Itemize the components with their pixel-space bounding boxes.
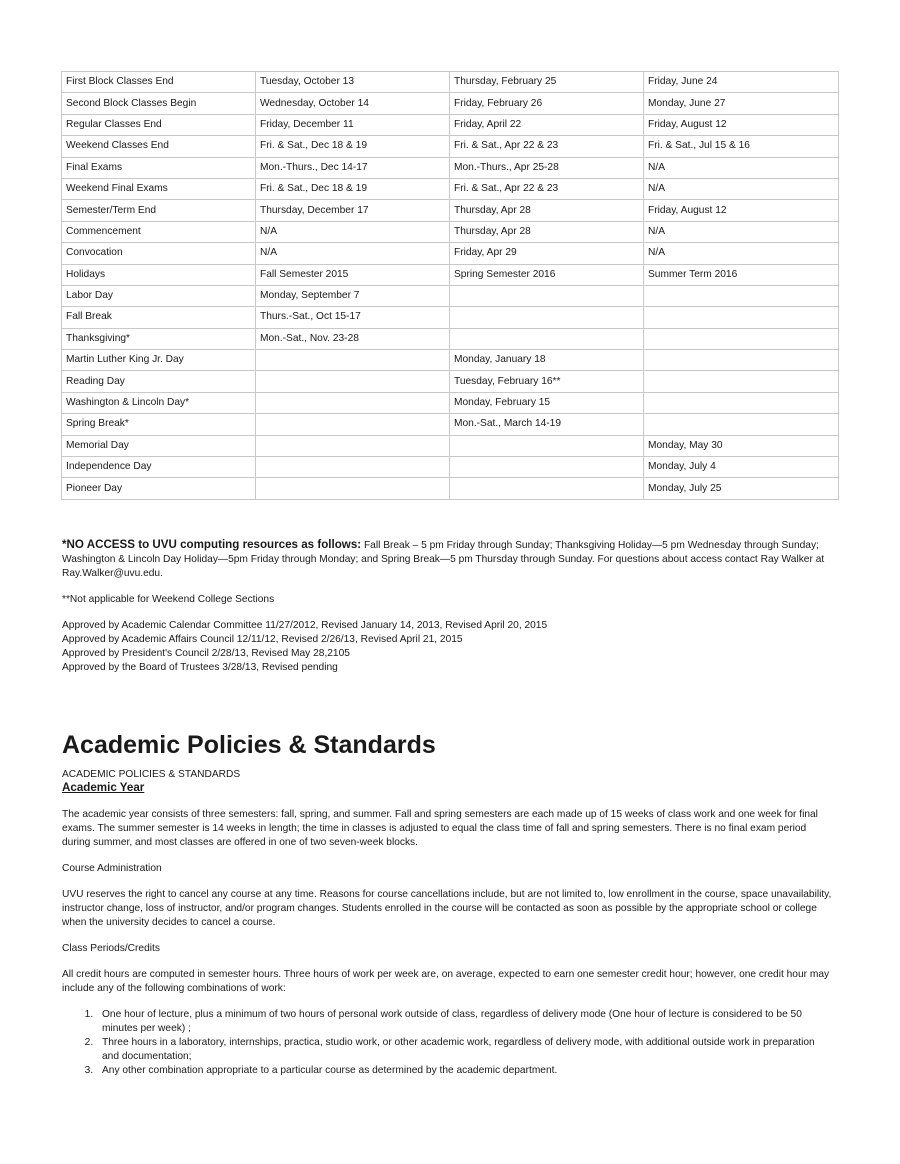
table-cell (644, 328, 839, 349)
table-cell: Final Exams (62, 157, 256, 178)
table-cell: Spring Semester 2016 (450, 264, 644, 285)
list-item: 3. Any other combination appropriate to a particular course as determined by the academic department. (96, 1064, 832, 1078)
table-cell (450, 435, 644, 456)
table-cell: Friday, April 22 (450, 114, 644, 135)
table-cell: Monday, July 4 (644, 457, 839, 478)
table-cell: Holidays (62, 264, 256, 285)
table-cell: Commencement (62, 221, 256, 242)
table-cell: Fri. & Sat., Jul 15 & 16 (644, 136, 839, 157)
table-cell: Weekend Final Exams (62, 178, 256, 199)
table-cell: Pioneer Day (62, 478, 256, 499)
table-cell (450, 285, 644, 306)
table-cell: Fri. & Sat., Apr 22 & 23 (450, 178, 644, 199)
table-cell: N/A (644, 157, 839, 178)
table-cell: Martin Luther King Jr. Day (62, 350, 256, 371)
calendar-notes (62, 538, 832, 675)
table-cell: Thursday, Apr 28 (450, 221, 644, 242)
caps-label: ACADEMIC POLICIES & STANDARDS (62, 769, 241, 780)
weekend-note: **Not applicable for Weekend College Sections (62, 594, 275, 605)
table-cell (644, 285, 839, 306)
table-cell: Mon.-Thurs., Apr 25-28 (450, 157, 644, 178)
table-cell (256, 435, 450, 456)
table-cell: Friday, Apr 29 (450, 243, 644, 264)
table-cell: Monday, July 25 (644, 478, 839, 499)
approval-line: Approved by the Board of Trustees 3/28/13, Revised pending (62, 662, 338, 673)
table-row (62, 136, 839, 157)
table-cell (256, 350, 450, 371)
table-cell: Semester/Term End (62, 200, 256, 221)
table-cell: Independence Day (62, 457, 256, 478)
table-row (62, 221, 839, 242)
table-cell (644, 392, 839, 413)
class-periods-heading: Class Periods/Credits (62, 943, 160, 954)
table-row (62, 157, 839, 178)
table-row (62, 264, 839, 285)
table-cell: Thanksgiving* (62, 328, 256, 349)
table-cell (256, 457, 450, 478)
table-row (62, 93, 839, 114)
table-cell: Monday, February 15 (450, 392, 644, 413)
table-cell: Wednesday, October 14 (256, 93, 450, 114)
table-cell: Mon.-Sat., March 14-19 (450, 414, 644, 435)
table-cell: N/A (256, 243, 450, 264)
approval-line: Approved by Academic Affairs Council 12/11/12, Revised 2/26/13, Revised April 21, 2015 (62, 634, 463, 645)
table-cell: Reading Day (62, 371, 256, 392)
table-row (62, 478, 839, 499)
table-cell (450, 328, 644, 349)
table-cell: Monday, June 27 (644, 93, 839, 114)
table-cell: Thurs.-Sat., Oct 15-17 (256, 307, 450, 328)
table-cell: Tuesday, February 16** (450, 371, 644, 392)
table-cell: First Block Classes End (62, 72, 256, 93)
table-row (62, 178, 839, 199)
table-cell: Weekend Classes End (62, 136, 256, 157)
table-row (62, 114, 839, 135)
table-row (62, 371, 839, 392)
list-item: 1. One hour of lecture, plus a minimum of two hours of personal work outside of class, regardless of delivery mode (One hour of lecture is considered to be 50 minutes per week) ; (96, 1008, 832, 1036)
table-cell (644, 371, 839, 392)
no-access-label: *NO ACCESS to UVU computing resources as follows: (62, 538, 362, 551)
table-cell (450, 457, 644, 478)
table-row (62, 285, 839, 306)
table-cell (644, 307, 839, 328)
class-periods-paragraph: All credit hours are computed in semester hours. Three hours of work per week are, on average, expected to earn one semester credit hour; however, one credit hour may include any of the following combinations of work: (62, 969, 830, 994)
table-cell: Memorial Day (62, 435, 256, 456)
course-administration-heading: Course Administration (62, 863, 162, 874)
table-cell (644, 350, 839, 371)
table-cell: Regular Classes End (62, 114, 256, 135)
no-access-note (62, 538, 832, 581)
table-cell: Monday, January 18 (450, 350, 644, 371)
academic-year-heading: Academic Year (62, 781, 145, 794)
table-cell: Convocation (62, 243, 256, 264)
table-cell (256, 478, 450, 499)
table-cell: Spring Break* (62, 414, 256, 435)
table-cell: Mon.-Sat., Nov. 23-28 (256, 328, 450, 349)
table-cell: N/A (644, 178, 839, 199)
table-cell: Second Block Classes Begin (62, 93, 256, 114)
table-cell: Fri. & Sat., Dec 18 & 19 (256, 136, 450, 157)
table-cell: Thursday, December 17 (256, 200, 450, 221)
table-row (62, 307, 839, 328)
table-cell (256, 392, 450, 413)
table-row (62, 457, 839, 478)
table-cell: Mon.-Thurs., Dec 14-17 (256, 157, 450, 178)
table-cell (450, 307, 644, 328)
table-cell: Monday, September 7 (256, 285, 450, 306)
approval-line: Approved by Academic Calendar Committee 11/27/2012, Revised January 14, 2013, Revised April 20, 2015 (62, 620, 548, 631)
table-row (62, 72, 839, 93)
table-cell: Friday, August 12 (644, 200, 839, 221)
table-cell: Washington & Lincoln Day* (62, 392, 256, 413)
table-cell: Friday, August 12 (644, 114, 839, 135)
table-row (62, 200, 839, 221)
calendar-table-body (62, 72, 839, 500)
table-cell: Summer Term 2016 (644, 264, 839, 285)
table-cell (256, 414, 450, 435)
table-cell: Fri. & Sat., Apr 22 & 23 (450, 136, 644, 157)
list-item: 2. Three hours in a laboratory, internships, practica, studio work, or other academic work, regardless of delivery mode, with additional outside work in preparation and documentation; (96, 1036, 832, 1064)
course-administration-paragraph: UVU reserves the right to cancel any course at any time. Reasons for course cancellations include, but are not limited to, low enrollment in the course, space unavailability, instructor change, loss of instructor, and/or program changes. Students enrolled in the course will be contacted as soon as possible by the appropriate school or college when the university decides to cancel a course. (62, 889, 832, 928)
table-row (62, 414, 839, 435)
table-row (62, 243, 839, 264)
table-cell: Thursday, February 25 (450, 72, 644, 93)
table-cell: Labor Day (62, 285, 256, 306)
academic-policies-section (62, 728, 832, 1078)
academic-calendar-table (61, 71, 839, 500)
table-row (62, 435, 839, 456)
table-cell: N/A (256, 221, 450, 242)
table-cell: N/A (644, 243, 839, 264)
table-cell (256, 371, 450, 392)
table-cell: Fri. & Sat., Dec 18 & 19 (256, 178, 450, 199)
table-cell: Tuesday, October 13 (256, 72, 450, 93)
table-row (62, 350, 839, 371)
table-cell: Fall Semester 2015 (256, 264, 450, 285)
academic-year-paragraph: The academic year consists of three semesters: fall, spring, and summer. Fall and spring semesters are each made up of 15 weeks of class work and one week for final exams. The summer semester is 14 weeks in length; the time in classes is adjusted to equal the class time of fall and spring semesters. There is no final exam period during summer, and most classes are offered in one of two seven-week blocks. (62, 809, 818, 848)
table-cell: N/A (644, 221, 839, 242)
credit-combination-list (62, 1008, 832, 1078)
section-title: Academic Policies & Standards (62, 731, 436, 759)
table-cell: Friday, February 26 (450, 93, 644, 114)
table-cell (450, 478, 644, 499)
no-access-text: Fall Break – 5 pm Friday through Sunday; Thanksgiving Holiday—5 pm Wednesday through Sunday; Washington & Lincoln Day Holiday—5pm Friday through Monday; and Spring Break—5 pm Thursday through Sunday. For questions about access contact Ray Walker at Ray.Walker@uvu.edu. (62, 540, 825, 579)
table-row (62, 392, 839, 413)
table-cell (644, 414, 839, 435)
table-row (62, 328, 839, 349)
table-cell: Friday, December 11 (256, 114, 450, 135)
table-cell: Friday, June 24 (644, 72, 839, 93)
table-cell: Monday, May 30 (644, 435, 839, 456)
approval-line: Approved by President's Council 2/28/13, Revised May 28,2105 (62, 648, 350, 659)
table-cell: Thursday, Apr 28 (450, 200, 644, 221)
table-cell: Fall Break (62, 307, 256, 328)
